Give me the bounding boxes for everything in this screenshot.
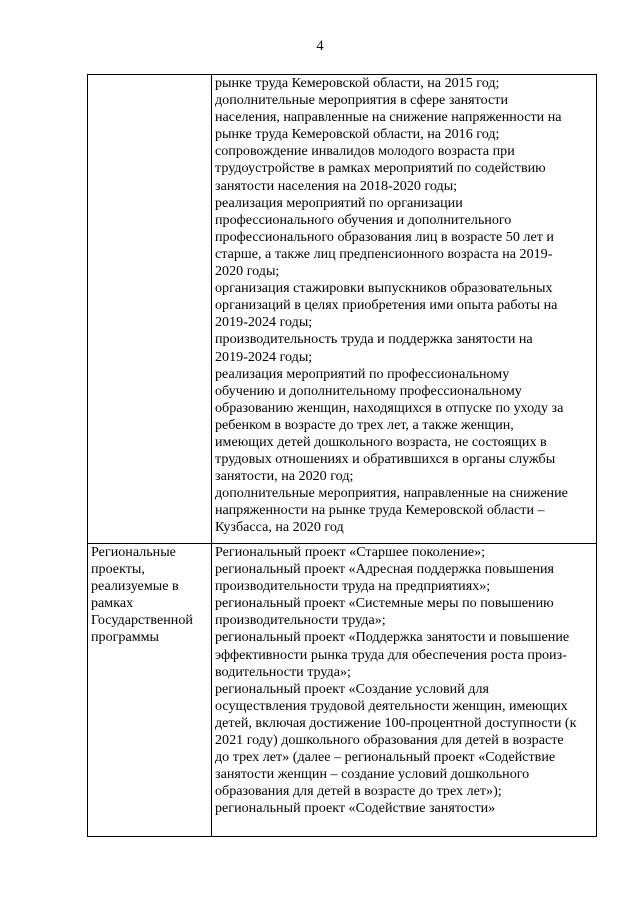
text-line: занятости населения на 2018-2020 годы; bbox=[215, 177, 458, 194]
page-number: 4 bbox=[316, 38, 324, 54]
text-line: региональный проект «Адресная поддержка повышения bbox=[215, 561, 555, 578]
text-line: реализуемые в bbox=[91, 578, 179, 595]
text-line: Кузбасса, на 2020 год bbox=[215, 519, 344, 536]
text-line: образования для детей в возрасте до трех лет»); bbox=[215, 783, 502, 800]
text-line: рынке труда Кемеровской области, на 2016 год; bbox=[215, 126, 500, 143]
text-line: ребенком в возрасте до трех лет, а также женщин, bbox=[215, 416, 514, 433]
table-row bbox=[88, 75, 597, 544]
text-line: программы bbox=[91, 629, 160, 646]
row-label-cell bbox=[88, 75, 212, 544]
row-label-cell bbox=[88, 544, 212, 837]
text-line: производительности труда»; bbox=[215, 612, 386, 629]
text-line: до трех лет» (далее – региональный проект «Содействие bbox=[215, 749, 556, 766]
text-line: Государственной bbox=[91, 612, 193, 629]
text-line: детей, включая достижение 100-процентной доступности (к bbox=[215, 714, 577, 731]
text-line: рамках bbox=[91, 595, 134, 612]
text-line: занятости, на 2020 год; bbox=[215, 468, 354, 485]
text-line: реализация мероприятий по профессиональному bbox=[215, 365, 510, 382]
text-line: организаций в целях приобретения ими опыта работы на bbox=[215, 297, 558, 314]
text-line: региональный проект «Поддержка занятости и повышение bbox=[215, 629, 570, 646]
text-line: реализация мероприятий по организации bbox=[215, 194, 463, 211]
text-line: 2020 годы; bbox=[215, 263, 280, 280]
text-line: обучению и дополнительному профессиональному bbox=[215, 382, 522, 399]
text-line: организация стажировки выпускников образовательных bbox=[215, 280, 553, 297]
text-line: региональный проект «Системные меры по повышению bbox=[215, 595, 554, 612]
text-line: региональный проект «Содействие занятости» bbox=[215, 800, 496, 817]
table-row bbox=[88, 544, 597, 837]
text-line: населения, направленные на снижение напряженности на bbox=[215, 109, 562, 126]
text-line: Региональный проект «Старшее поколение»; bbox=[215, 544, 486, 560]
text-line: дополнительные мероприятия, направленные на снижение bbox=[215, 485, 568, 502]
text-line: трудоустройстве в рамках мероприятий по содействию bbox=[215, 160, 546, 177]
text-line: профессионального обучения и дополнительного bbox=[215, 211, 512, 228]
text-line: старше, а также лиц предпенсионного возраста на 2019- bbox=[215, 245, 553, 262]
text-line: водительности труда»; bbox=[215, 663, 351, 680]
text-line: 2019-2024 годы; bbox=[215, 314, 313, 331]
text-line: напряженности на рынке труда Кемеровской области – bbox=[215, 502, 545, 519]
text-line: производительность труда и поддержка занятости на bbox=[215, 331, 533, 348]
text-line: имеющих детей дошкольного возраста, не состоящих в bbox=[215, 433, 547, 450]
text-line: осуществления трудовой деятельности женщин, имеющих bbox=[215, 697, 568, 714]
text-line: профессионального образования лиц в возрасте 50 лет и bbox=[215, 228, 554, 245]
text-line: рынке труда Кемеровской области, на 2015 год; bbox=[215, 75, 500, 91]
text-line: эффективности рынка труда для обеспечения роста произ- bbox=[215, 646, 567, 663]
row-content-cell bbox=[212, 75, 597, 544]
text-line: производительности труда на предприятиях»; bbox=[215, 578, 491, 595]
text-line: трудовых отношениях и обратившихся в органы службы bbox=[215, 451, 556, 468]
text-line: проекты, bbox=[91, 561, 145, 578]
text-line: сопровождение инвалидов молодого возраста при bbox=[215, 143, 515, 160]
text-line: занятости женщин – создание условий дошкольного bbox=[215, 766, 530, 783]
text-line: Региональные bbox=[91, 544, 176, 560]
row-content-cell bbox=[212, 544, 597, 837]
document-table bbox=[87, 74, 597, 837]
text-line: 2019-2024 годы; bbox=[215, 348, 313, 365]
text-line: дополнительные мероприятия в сфере занятости bbox=[215, 92, 508, 109]
text-line: образованию женщин, находящихся в отпуске по уходу за bbox=[215, 399, 564, 416]
text-line: региональный проект «Создание условий для bbox=[215, 680, 489, 697]
text-line: 2021 году) дошкольного образования для детей в возрасте bbox=[215, 732, 564, 749]
